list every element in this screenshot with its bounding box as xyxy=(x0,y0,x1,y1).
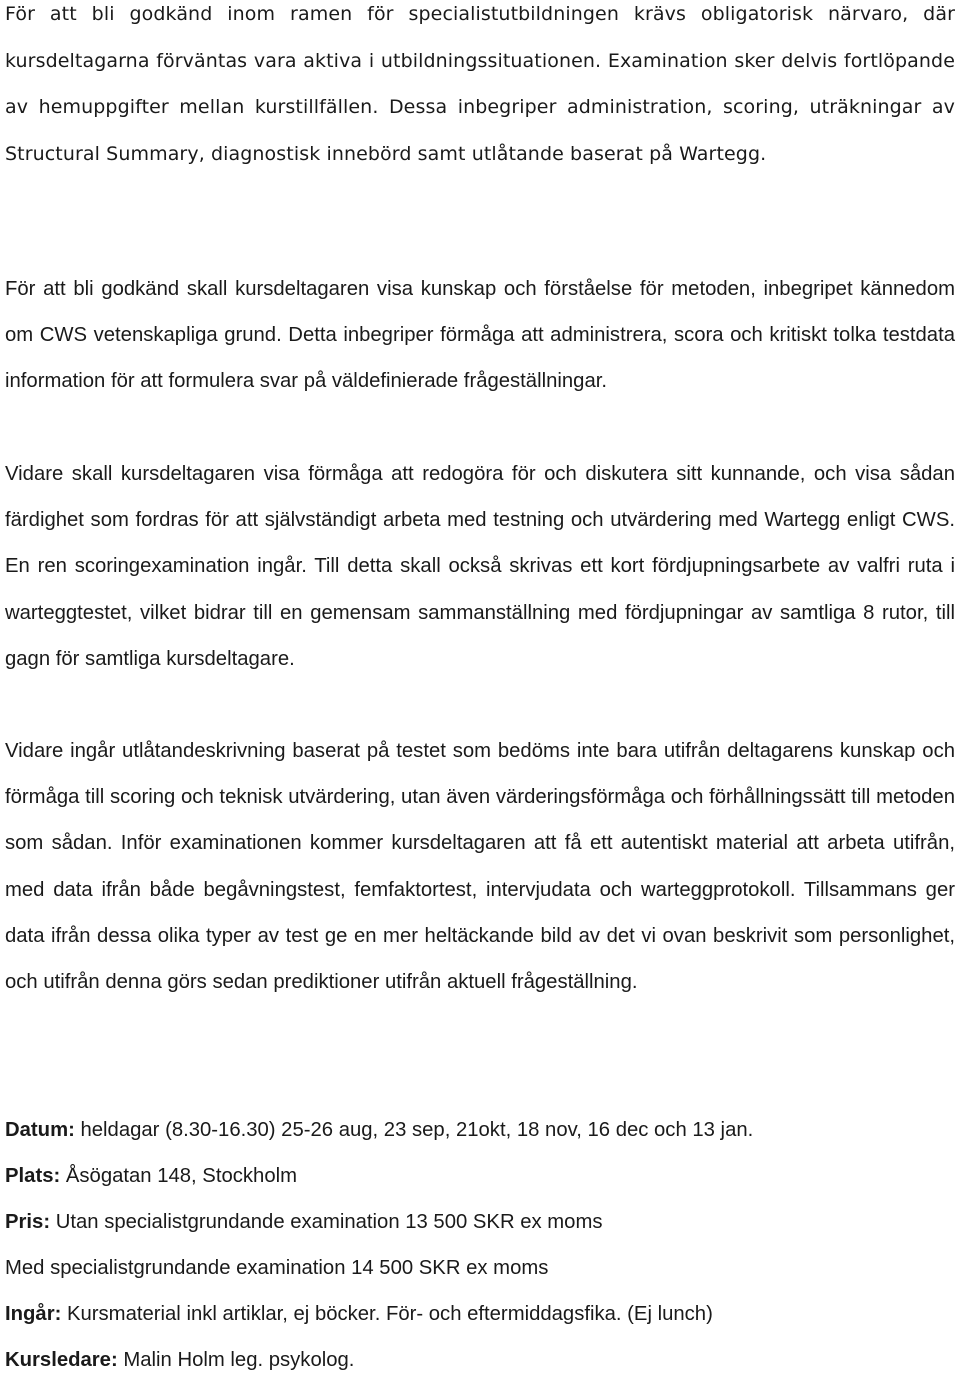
plats-label: Plats: xyxy=(5,1165,61,1187)
paragraph-vidare-skall: Vidare skall kursdeltagaren visa förmåga att redogöra för och diskutera sitt kunnande, och visa sådan färdighet som fordras för att självständigt arbeta med testning och utvärdering med Wartegg enligt CWS. En ren scoringexamination ingår. Till detta skall också skrivas ett kort fördjupningsarbete av valfri ruta i warteggtestet, vilket bidrar till en gemensam sammanställning med fördjupningar av samtliga 8 rutor, till gagn för samtliga kursdeltagare. xyxy=(5,463,955,670)
kursledare-value: Malin Holm leg. psykolog. xyxy=(117,1349,355,1371)
ingar-value: Kursmaterial inkl artiklar, ej böcker. För- och eftermiddagsfika. (Ej lunch) xyxy=(61,1303,713,1325)
datum-value: heldagar (8.30-16.30) 25-26 aug, 23 sep, 21okt, 18 nov, 16 dec och 13 jan. xyxy=(74,1119,754,1141)
paragraph-examination: För att bli godkänd inom ramen för specialistutbildningen krävs obligatorisk närvaro, där kursdeltagarna förväntas vara aktiva i utbildningssituationen. Examination sker delvis fortlöpande av hemuppgifter mellan kurstillfällen. Dessa inbegriper administration, scoring, uträkningar av Structural Summary, diagnostisk innebörd samt utlåtande baserat på Wartegg. xyxy=(5,3,955,165)
ingar-label: Ingår: xyxy=(5,1303,62,1325)
info-datum xyxy=(5,1107,955,1153)
pris-value: Utan specialistgrundande examination 13 500 SKR ex moms xyxy=(50,1211,603,1233)
info-plats xyxy=(5,1153,955,1199)
plats-value: Åsögatan 148, Stockholm xyxy=(60,1165,297,1187)
info-ingar xyxy=(5,1291,955,1337)
datum-label: Datum: xyxy=(5,1119,75,1141)
paragraph-godkand: För att bli godkänd skall kursdeltagaren visa kunskap och förståelse för metoden, inbegripet kännedom om CWS vetenskapliga grund. Detta inbegriper förmåga att administrera, scora och kritiskt tolka testdata information för att formulera svar på väldefinierade frågeställningar. xyxy=(5,278,955,393)
info-kursledare xyxy=(5,1337,955,1383)
info-pris-line2 xyxy=(5,1245,955,1291)
info-pris xyxy=(5,1199,955,1245)
pris-line2-value: Med specialistgrundande examination 14 500 SKR ex moms xyxy=(5,1257,549,1279)
kursledare-label: Kursledare: xyxy=(5,1349,118,1371)
pris-label: Pris: xyxy=(5,1211,51,1233)
paragraph-utlatande: Vidare ingår utlåtandeskrivning baserat på testet som bedöms inte bara utifrån deltagarens kunskap och förmåga till scoring och teknisk utvärdering, utan även värderingsförmåga och förhållningssätt till metoden som sådan. Inför examinationen kommer kursdeltagaren att få ett autentiskt material att arbeta utifrån, med data ifrån både begåvningstest, femfaktortest, intervjudata och warteggprotokoll. Tillsammans ger data ifrån dessa olika typer av test ge en mer heltäckande bild av det vi ovan beskrivit som personlighet, och utifrån denna görs sedan prediktioner utifrån aktuell frågeställning. xyxy=(5,740,955,994)
